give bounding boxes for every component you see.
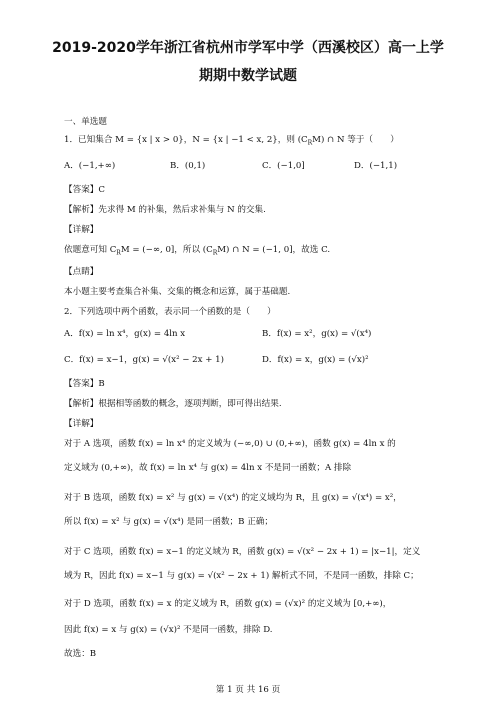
q2-conclusion: 故选：B (64, 649, 97, 659)
q2-stem: 2．下列选项中两个函数，表示同一个函数的是（ ） (64, 307, 276, 317)
q2-detail-a-line1: 对于 A 选项，函数 f(x) = ln x⁴ 的定义域为 (−∞,0) ∪ (0,+∞)，函数 g(x) = 4ln x 的 (64, 439, 396, 449)
doc-title-line1: 2019-2020学年浙江省杭州市学军中学（西溪校区）高一上学 (52, 40, 444, 56)
q1-detail-tag: 【详解】 (64, 225, 99, 235)
q2-detail-b-line2: 所以 f(x) = x² 与 g(x) = √(x⁴) 是同一函数；B 正确； (64, 517, 273, 527)
q2-answer: 【答案】B (64, 379, 105, 389)
q2-option-b: B．f(x) = x²，g(x) = √(x⁴) (262, 329, 372, 339)
q1-stem-sub: R (307, 139, 313, 147)
q1-option-c: C．(−1,0] (262, 161, 305, 171)
q1-analysis: 【解析】先求得 M 的补集，然后求补集与 N 的交集. (64, 205, 266, 215)
q2-analysis: 【解析】根据相等函数的概念，逐项判断，即可得出结果. (64, 399, 282, 409)
q1-comment: 本小题主要考查集合补集、交集的概念和运算，属于基础题. (64, 287, 291, 297)
q1-detail-text: 依题意可知 C (64, 245, 117, 255)
q1-detail-tail2: M) ∩ N = (−1, 0]，故选 C. (217, 245, 331, 255)
q2-detail-d-line1: 对于 D 选项，函数 f(x) = x 的定义域为 R，函数 g(x) = (√x)² 的定义域为 [0,+∞)， (64, 599, 392, 609)
q1-detail (64, 244, 444, 260)
q1-stem (64, 134, 444, 150)
doc-title-line2: 期期中数学试题 (199, 68, 297, 84)
q2-detail-tag: 【详解】 (64, 419, 99, 429)
q1-comment-tag: 【点睛】 (64, 267, 99, 277)
q1-option-d: D．(−1,1) (354, 161, 398, 171)
q1-stem-tail: M) ∩ N 等于（ ） (312, 135, 399, 145)
q2-option-c: C．f(x) = x−1，g(x) = √(x² − 2x + 1) (64, 355, 224, 365)
q2-option-a: A．f(x) = ln x⁴，g(x) = 4ln x (64, 329, 186, 339)
q1-answer: 【答案】C (64, 185, 105, 195)
q1-detail-sub2: R (212, 249, 218, 257)
q1-option-b: B．(0,1) (170, 161, 206, 171)
page-footer: 第 1 页 共 16 页 (215, 685, 281, 695)
q2-detail-c-line2: 域为 R，因此 f(x) = x−1 与 g(x) = √(x² − 2x + 1) 解析式不同，不是同一函数，排除 C； (64, 571, 419, 581)
q1-stem-text: 1．已知集合 M = {x | x > 0}，N = {x | −1 < x, 2}，则 (C (64, 135, 308, 145)
q2-detail-b-line1: 对于 B 选项，函数 f(x) = x² 与 g(x) = √(x⁴) 的定义域均为 R，且 g(x) = √(x⁴) = x²， (64, 493, 402, 503)
q1-detail-sub: R (116, 249, 121, 257)
q2-option-d: D．f(x) = x，g(x) = (√x)² (262, 355, 369, 365)
q2-detail-c-line1: 对于 C 选项，函数 f(x) = x−1 的定义域为 R，函数 g(x) = √(x² − 2x + 1) = |x−1|，定义 (64, 547, 421, 557)
q2-detail-d-line2: 因此 f(x) = x 与 g(x) = (√x)² 不是同一函数，排除 D. (64, 625, 273, 635)
q2-detail-a-line2: 定义域为 (0,+∞)，故 f(x) = ln x⁴ 与 g(x) = 4ln x 不是同一函数；A 排除 (64, 463, 352, 473)
section-heading: 一、单选题 (64, 117, 107, 127)
q1-option-a: A．(−1,+∞) (64, 161, 116, 171)
q1-detail-tail: M = (−∞, 0]，所以 (C (120, 245, 213, 255)
